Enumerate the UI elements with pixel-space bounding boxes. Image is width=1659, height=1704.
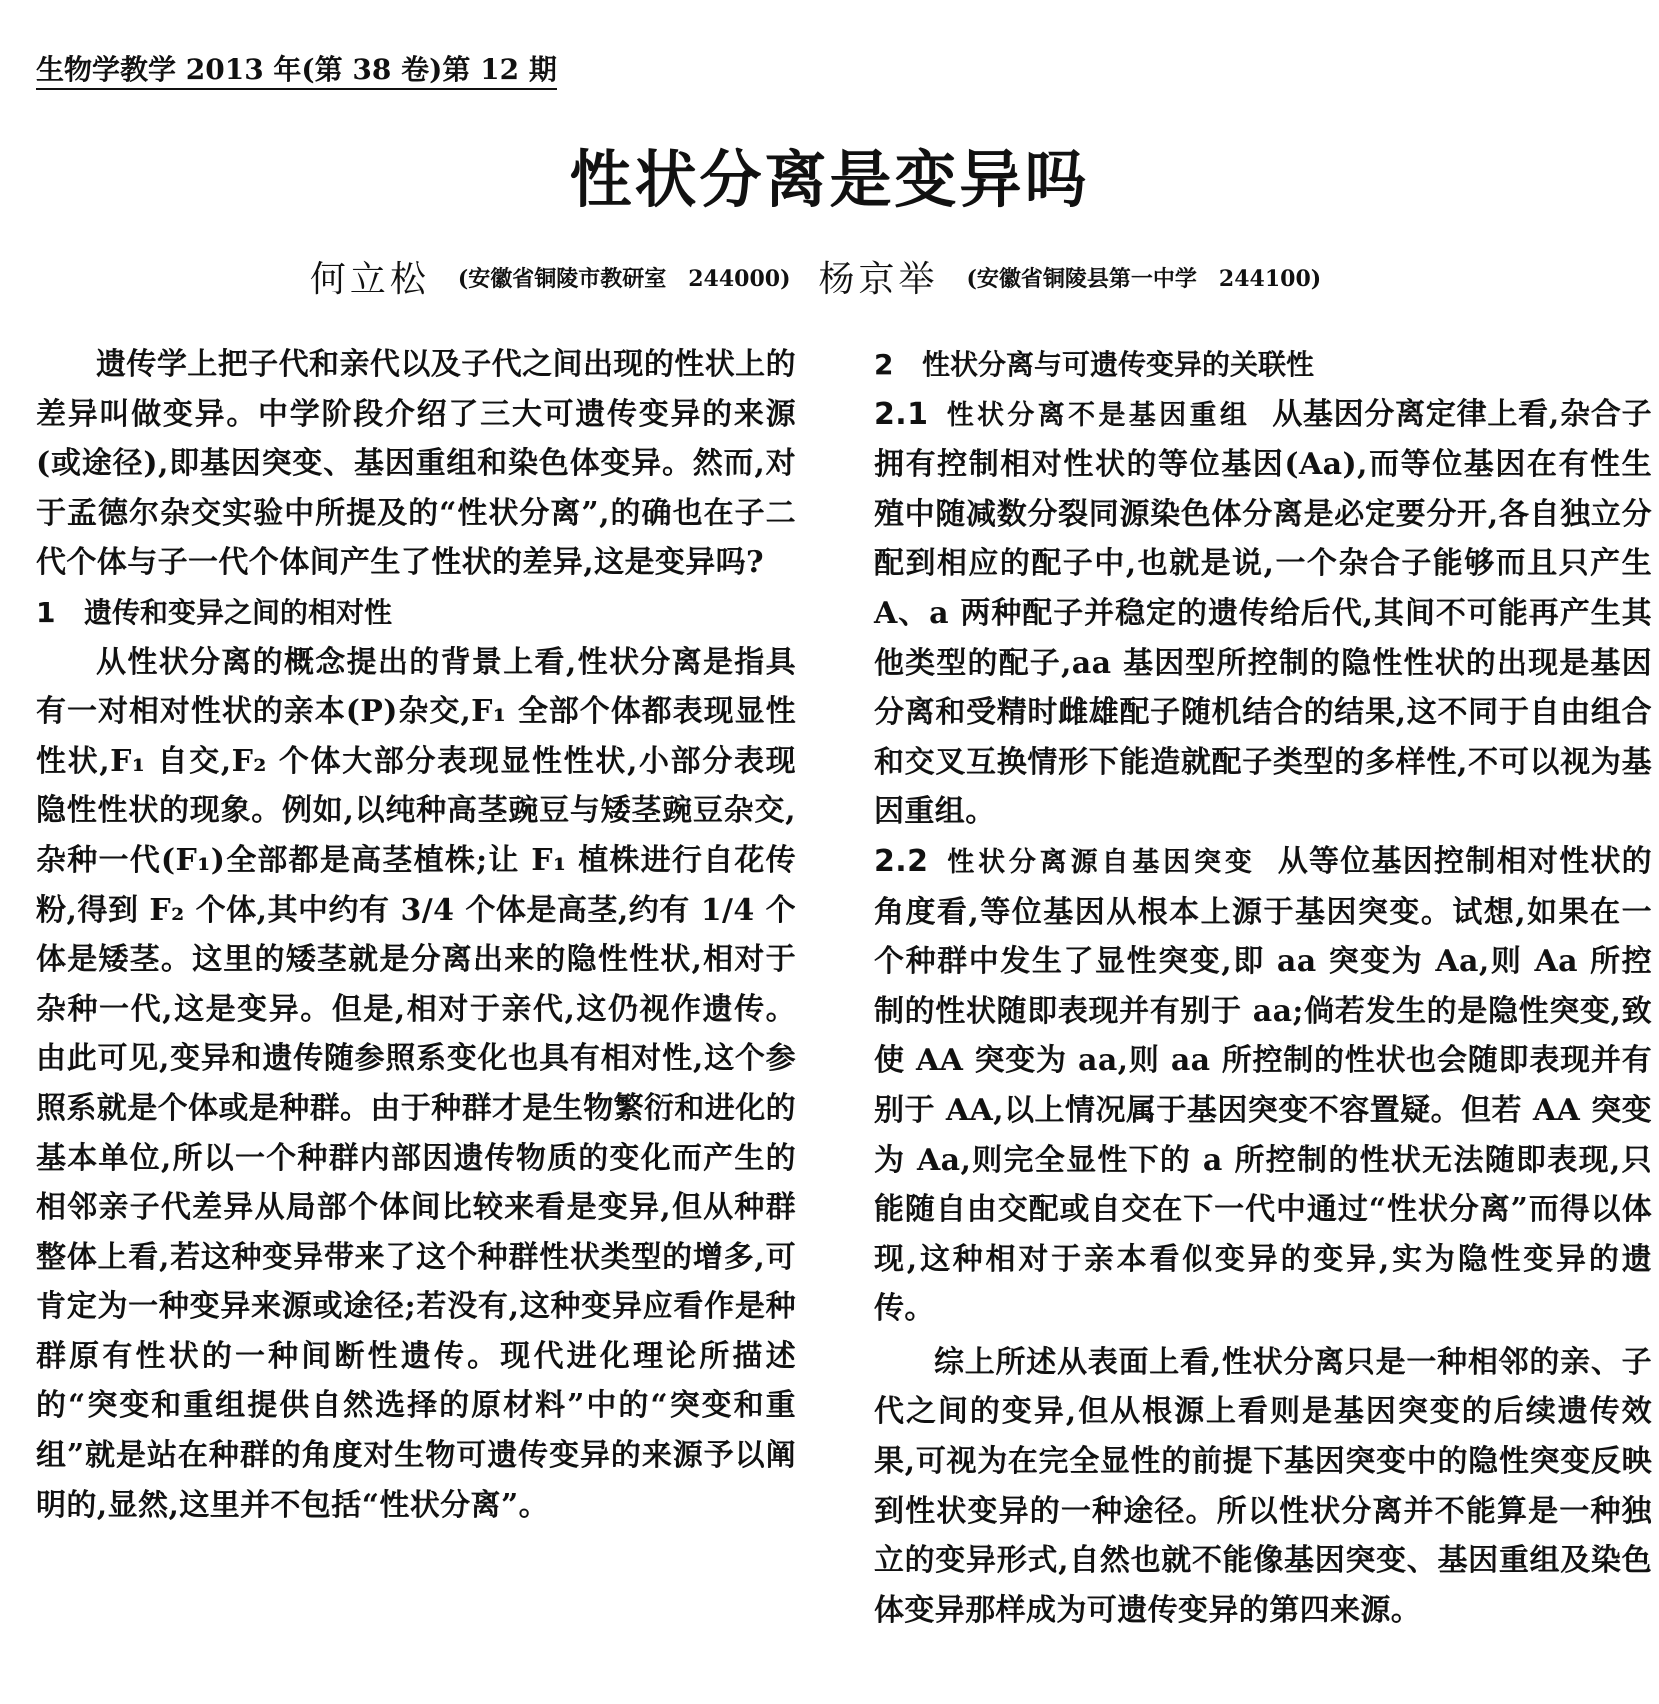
section-1-paragraph: 从性状分离的概念提出的背景上看,性状分离是指具有一对相对性状的亲本(P)杂交,F₁ 全部个体都表现显性性状,F₁ 自交,F₂ 个体大部分表现显性性状,小部分表现隐性性状的现象。例如,以纯种高茎豌豆与矮茎豌豆杂交,杂种一代(F₁)全部都是高茎植株;让 F₁ 植株进行自花传粉,得到 F₂ 个体,其中约有 3/4 个体是高茎,约有 1/4 个体是矮茎。这里的矮茎就是分离出来的隐性性状,相对于杂种一代,这是变异。但是,相对于亲代,这仍视作遗传。由此可见,变异和遗传随参照系变化也具有相对性,这个参照系就是个体或是种群。由于种群才是生物繁衍和进化的基本单位,所以一个种群内部因遗传物质的变化而产生的相邻亲子代差异从局部个体间比较来看是变异,但从种群整体上看,若这种变异带来了这个种群性状类型的增多,可肯定为一种变异来源或途径;若没有,这种变异应看作是种群原有性状的一种间断性遗传。现代进化理论所描述的“突变和重组提供自然选择的原材料”中的“突变和重组”就是站在种群的角度对生物可遗传变异的来源予以阐明的,显然,这里并不包括“性状分离”。 — [36, 644, 796, 1523]
article-title: 性状分离是变异吗 — [569, 143, 1090, 216]
subsection-2-1-paragraph — [874, 390, 1652, 837]
subsection-2-1-title: 性状分离不是基因重组 — [946, 399, 1251, 431]
section-2-title: 性状分离与可遗传变异的关联性 — [922, 348, 1315, 381]
intro-paragraph: 遗传学上把子代和亲代以及子代之间出现的性状上的差异叫做变异。中学阶段介绍了三大可遗传变异的来源(或途径),即基因突变、基因重组和染色体变异。然而,对于孟德尔杂交实验中所提及的“性状分离”,的确也在子二代个体与子一代个体间产生了性状的差异,这是变异吗? — [36, 347, 796, 581]
author-affiliation-2: (安徽省铜陵县第一中学 244100) — [966, 266, 1322, 293]
section-2-heading — [874, 340, 1652, 390]
author-name-2: 杨京举 — [818, 259, 939, 300]
conclusion-paragraph: 综上所述从表面上看,性状分离只是一种相邻的亲、子代之间的变异,但从根源上看则是基因突变的后续遗传效果,可视为在完全显性的前提下基因突变中的隐性突变反映到性状变异的一种途径。所以性状分离并不能算是一种独立的变异形式,自然也就不能像基因突变、基因重组及染色体变异那样成为可遗传变异的第四来源。 — [874, 1344, 1652, 1628]
subsection-2-2-title: 性状分离源自基因突变 — [946, 846, 1256, 878]
section-1-title: 遗传和变异之间的相对性 — [84, 595, 393, 629]
author-affiliation-1: (安徽省铜陵市教研室 244000) — [457, 266, 791, 293]
section-2-number: 2 — [874, 348, 894, 381]
right-column — [874, 340, 1652, 1635]
section-1-number: 1 — [36, 595, 56, 629]
author-line — [0, 258, 1659, 301]
section-1-heading — [36, 588, 796, 638]
left-column — [36, 340, 796, 1530]
subsection-2-1-body: 从基因分离定律上看,杂合子拥有控制相对性状的等位基因(Aa),而等位基因在有性生殖中随减数分裂同源染色体分离是必定要分开,各自独立分配到相应的配子中,也就是说,一个杂合子能够而且只产生 A、a 两种配子并稳定的遗传给后代,其间不可能再产生其他类型的配子,aa 基因型所控制的隐性性状的出现是基因分离和受精时雌雄配子随机结合的结果,这不同于自由组合和交叉互换情形下能造就配子类型的多样性,不可以视为基因重组。 — [874, 396, 1652, 830]
subsection-2-2-body: 从等位基因控制相对性状的角度看,等位基因从根本上源于基因突变。试想,如果在一个种群中发生了显性突变,即 aa 突变为 Aa,则 Aa 所控制的性状随即表现并有别于 aa;倘若发生的是隐性突变,致使 AA 突变为 aa,则 aa 所控制的性状也会随即表现并有别于 AA,以上情况属于基因突变不容置疑。但若 AA 突变为 Aa,则完全显性下的 a 所控制的性状无法随即表现,只能随自由交配或自交在下一代中通过“性状分离”而得以体现,这种相对于亲本看似变异的变异,实为隐性变异的遗传。 — [874, 843, 1652, 1327]
subsection-2-1-number: 2.1 — [874, 396, 929, 432]
subsection-2-2-paragraph — [874, 837, 1652, 1334]
author-name-1: 何立松 — [309, 259, 430, 300]
subsection-2-2-number: 2.2 — [874, 843, 929, 879]
journal-header: 生物学教学 2013 年(第 38 卷)第 12 期 — [36, 54, 557, 90]
